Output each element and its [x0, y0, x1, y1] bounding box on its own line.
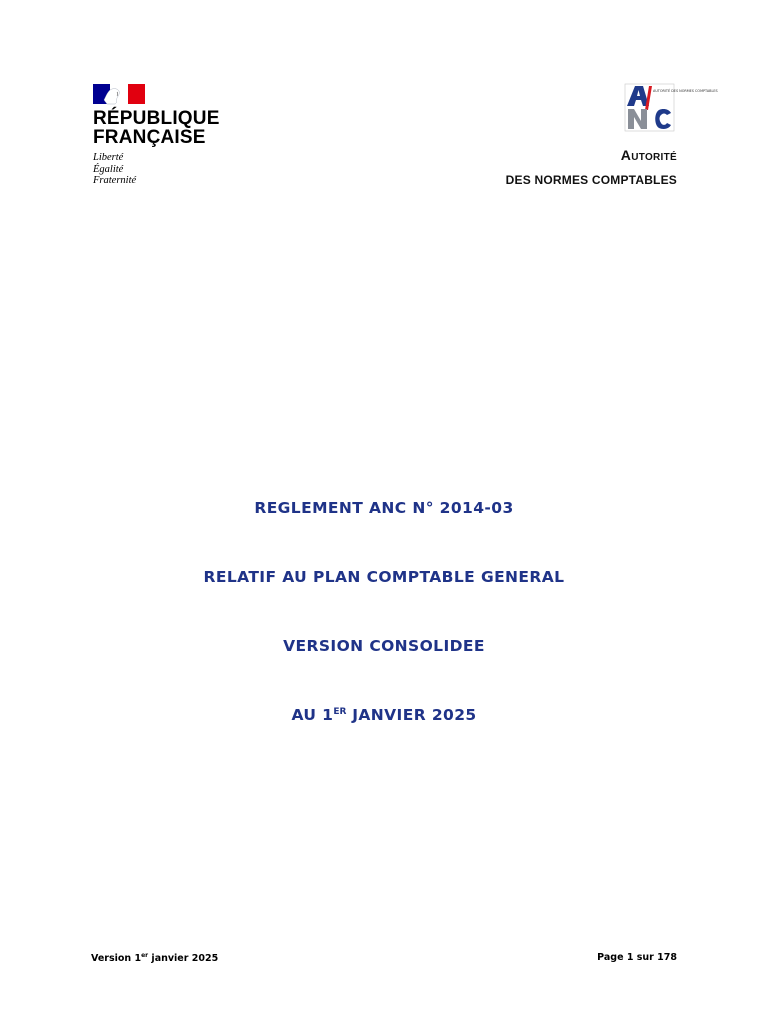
title-reglement: REGLEMENT ANC N° 2014-03	[254, 499, 514, 517]
title-version-consolidee: VERSION CONSOLIDEE	[283, 637, 485, 655]
republique-francaise-logo	[93, 84, 228, 187]
anc-title	[506, 147, 677, 187]
motto-fraternite: Fraternité	[93, 175, 137, 186]
anc-logo-caption: AUTORITÉ DES NORMES COMPTABLES	[653, 89, 718, 93]
title-date	[0, 706, 768, 724]
footer-version-sup: er	[141, 952, 149, 959]
anc-title-line2: DES NORMES COMPTABLES	[505, 173, 677, 187]
anc-title-line1: Autorité	[620, 147, 677, 163]
marianne-flag-icon	[93, 84, 228, 104]
motto	[93, 152, 228, 187]
footer-page-number: Page 1 sur 178	[597, 952, 677, 963]
title-date-post: JANVIER 2025	[346, 706, 477, 724]
motto-egalite: Égalité	[93, 163, 124, 175]
republique-text: RÉPUBLIQUE	[93, 108, 220, 129]
anc-logo-icon	[625, 84, 718, 131]
motto-liberte: Liberté	[93, 152, 124, 163]
footer-version-pre: Version 1	[91, 953, 142, 964]
footer-version	[91, 952, 218, 964]
title-date-pre: AU 1	[291, 706, 334, 724]
francaise-text: FRANÇAISE	[93, 127, 206, 148]
title-date-sup: ER	[333, 707, 347, 717]
footer-version-post: janvier 2025	[148, 953, 219, 964]
title-plan-comptable: RELATIF AU PLAN COMPTABLE GENERAL	[203, 568, 565, 586]
